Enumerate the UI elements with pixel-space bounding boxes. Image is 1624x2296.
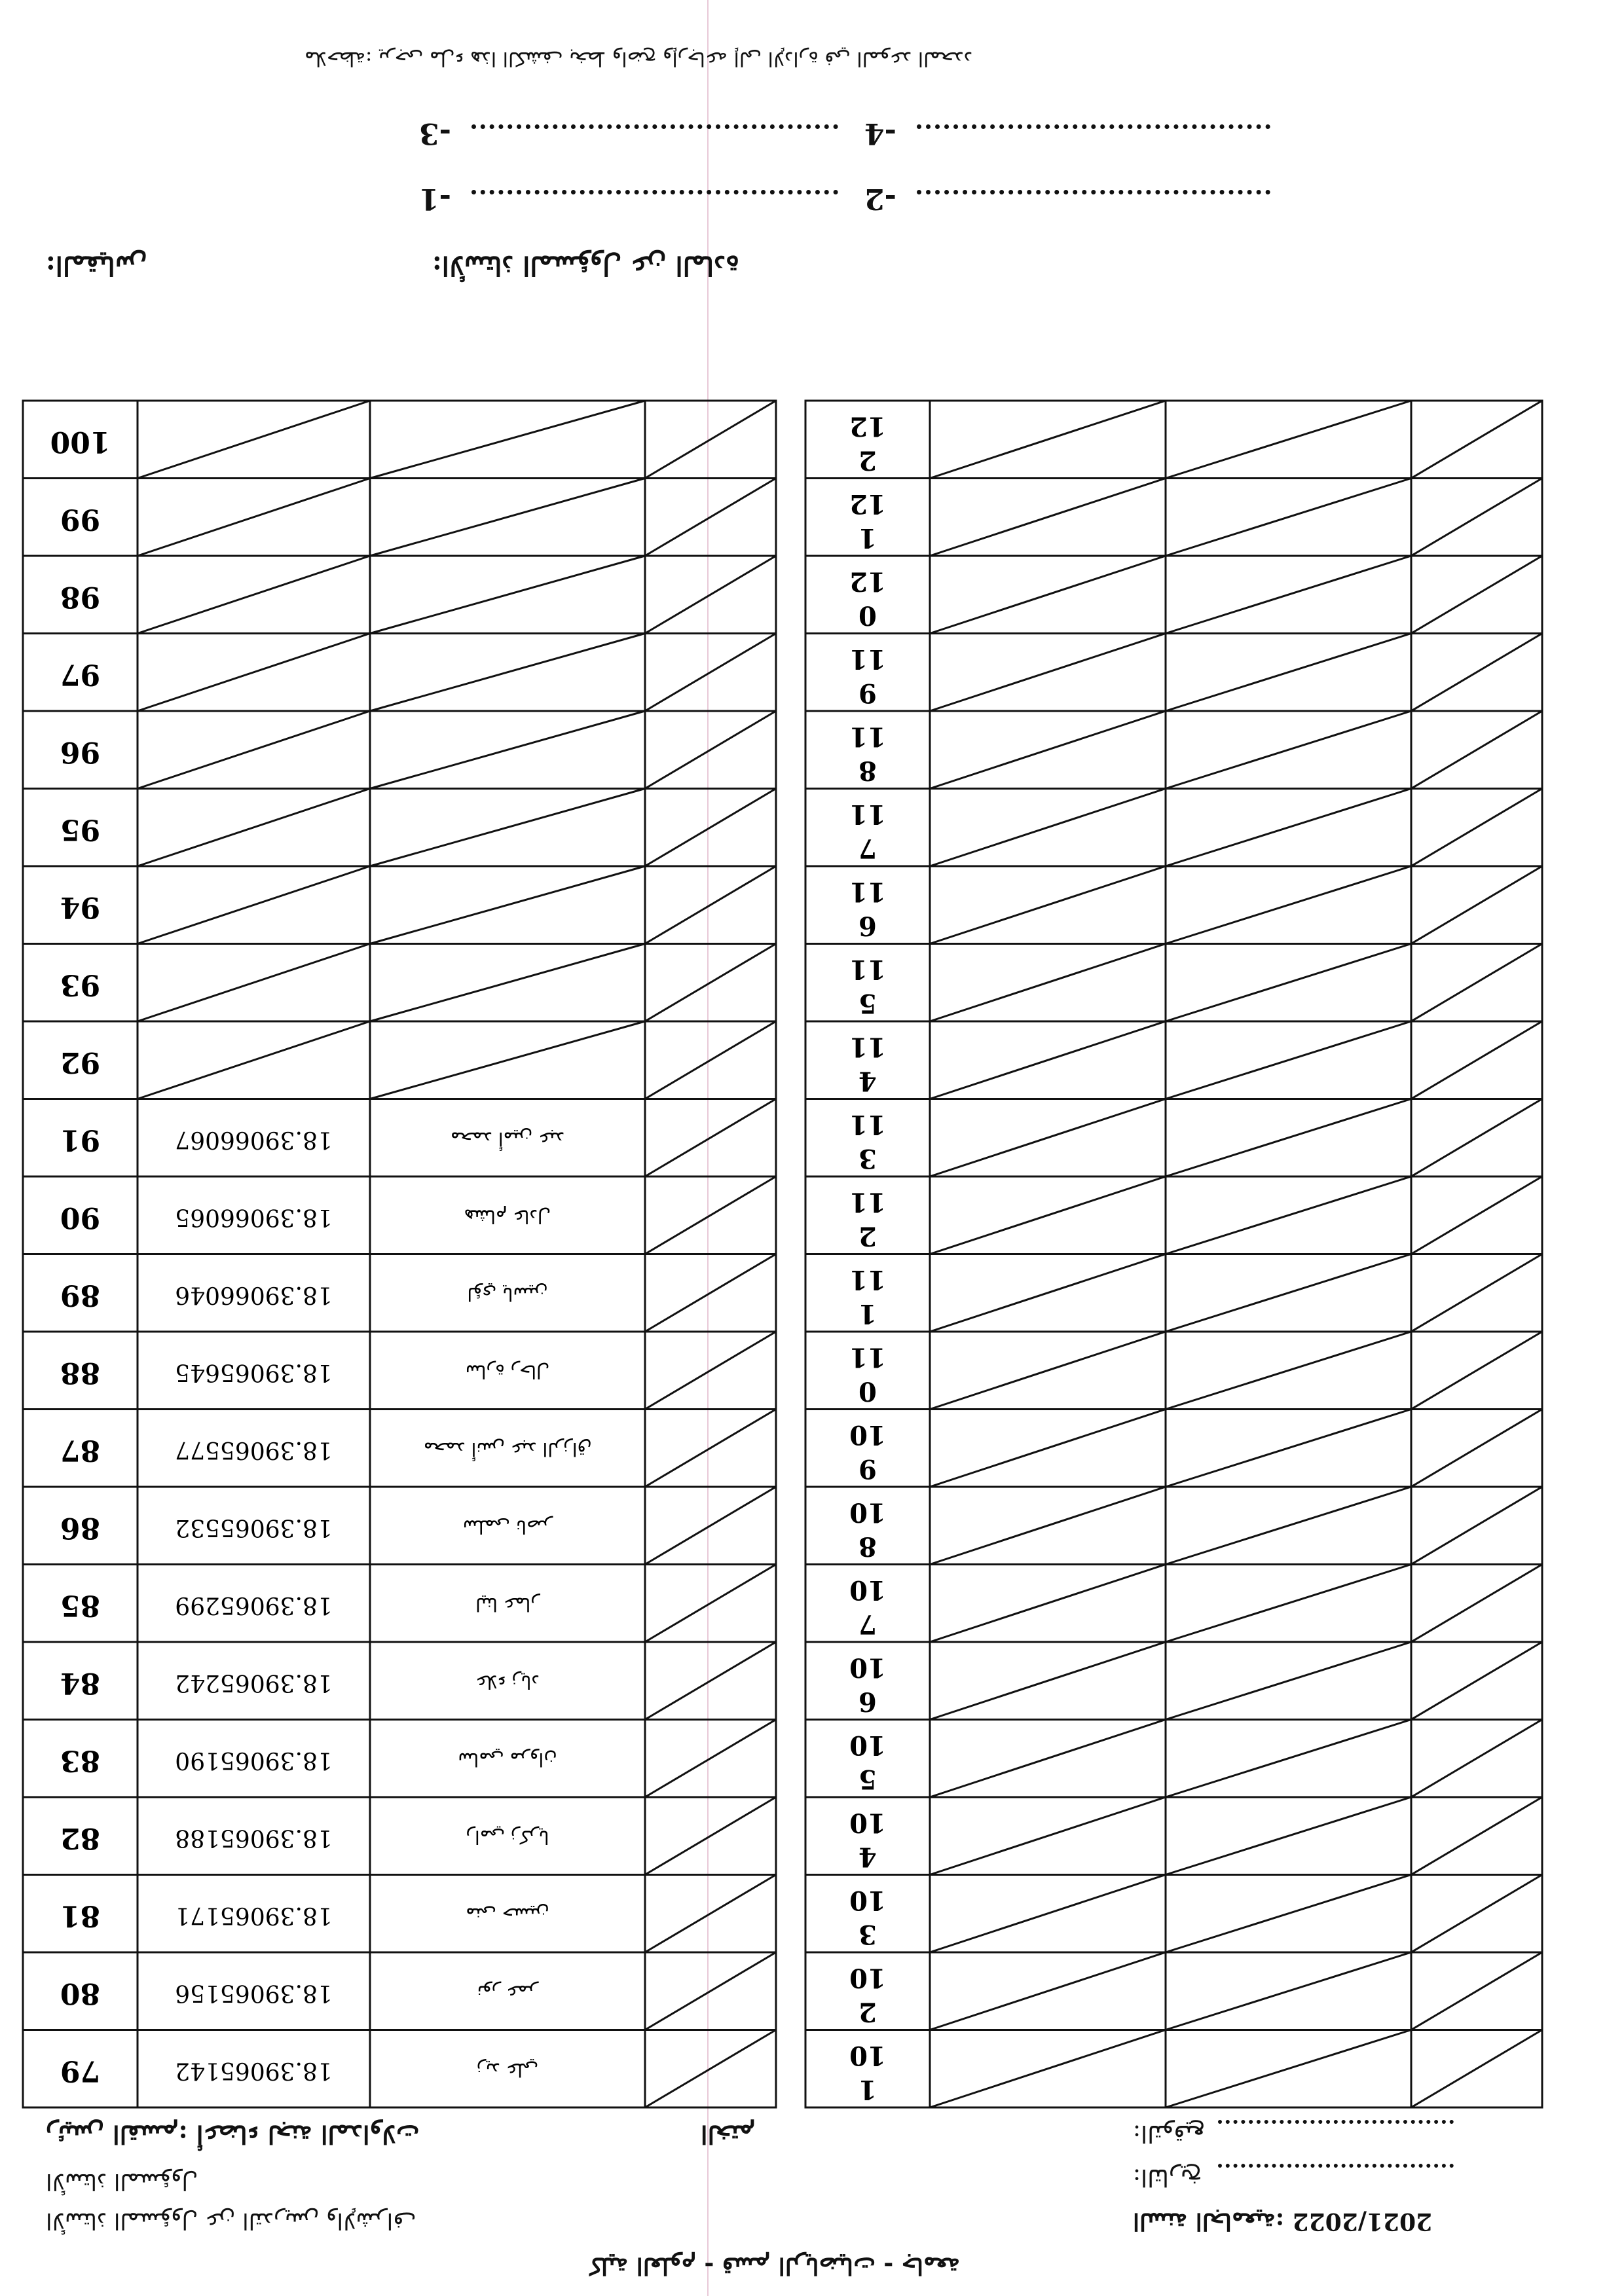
empty-row-strike [138, 634, 370, 712]
left-row-code: 8 [858, 755, 877, 786]
empty-row-strike [1411, 1797, 1542, 1875]
row-number-90: 90 [60, 1200, 101, 1234]
left-row-code: 3 [858, 1918, 877, 1950]
registration-number: 18.39065188 [175, 1824, 333, 1851]
empty-row-strike [1166, 2030, 1411, 2108]
row-number-95: 95 [60, 812, 101, 847]
empty-row-strike [1411, 1332, 1542, 1410]
row-number-100: 100 [50, 424, 111, 458]
grade-cell-strike [645, 1332, 776, 1410]
empty-row-strike [1411, 1565, 1542, 1643]
right-heading: الأستاذ المسؤول عن المادة: [432, 250, 739, 281]
footer-left-line1: التوقيع: [1133, 2120, 1205, 2147]
empty-row-strike [1411, 1487, 1542, 1565]
empty-row-strike [370, 711, 645, 789]
grade-cell-strike [645, 1021, 776, 1099]
empty-row-strike [1166, 1410, 1411, 1487]
left-row-code: 11 [849, 1031, 886, 1063]
empty-row-strike [1411, 634, 1542, 712]
empty-row-strike [1166, 789, 1411, 867]
grade-cell-strike [645, 944, 776, 1022]
empty-row-strike [138, 1021, 370, 1099]
empty-row-strike [1411, 866, 1542, 944]
left-row-code: 2 [858, 1996, 877, 2028]
empty-row-strike [370, 401, 645, 479]
empty-row-strike [138, 479, 370, 556]
left-row-code: 11 [849, 721, 886, 752]
left-row-code: 11 [849, 643, 886, 674]
grade-cell-strike [645, 711, 776, 789]
left-row-code: 2 [858, 445, 877, 476]
empty-row-strike [1411, 1176, 1542, 1254]
left-row-code: 10 [849, 1884, 886, 1916]
empty-row-strike [1411, 1099, 1542, 1177]
empty-row-strike [1166, 556, 1411, 634]
empty-row-strike [1411, 1952, 1542, 2030]
empty-row-strike [930, 401, 1166, 479]
left-row-code: 10 [849, 1652, 886, 1683]
left-row-code: 9 [858, 677, 877, 708]
empty-row-strike [1166, 401, 1411, 479]
student-name: محمد أمين عبد [450, 1127, 565, 1150]
empty-row-strike [1166, 1875, 1411, 1953]
registration-number: 18.39065142 [175, 2056, 333, 2084]
student-name: محمد أنس عبد الرزاق [423, 1438, 592, 1460]
row-number-88: 88 [60, 1355, 101, 1389]
empty-row-strike [138, 944, 370, 1022]
member-4-label: -4 [864, 117, 896, 150]
row-number-86: 86 [60, 1510, 101, 1544]
empty-row-strike [1166, 1487, 1411, 1565]
empty-row-strike [1411, 1875, 1542, 1953]
row-number-89: 89 [60, 1278, 101, 1312]
student-name: رامي زكريا [466, 1826, 549, 1848]
empty-row-strike [1166, 1797, 1411, 1875]
left-row-code: 5 [858, 1763, 877, 1795]
grade-cell-strike [645, 401, 776, 479]
row-number-84: 84 [60, 1666, 101, 1700]
empty-row-strike [1411, 401, 1542, 479]
registration-number: 18.39066065 [175, 1203, 333, 1231]
footer-right-line1: رئيس القسم: أعضاء لجنة المداولات [46, 2120, 420, 2149]
left-row-code: 10 [849, 1419, 886, 1450]
empty-row-strike [930, 1254, 1166, 1332]
empty-row-strike [1166, 1642, 1411, 1720]
empty-row-strike [1166, 1565, 1411, 1643]
member-2-label: -2 [864, 182, 896, 215]
empty-row-strike [1411, 1642, 1542, 1720]
empty-row-strike [1411, 1410, 1542, 1487]
grade-cell-strike [645, 1565, 776, 1643]
student-name: سارة رحال [465, 1360, 550, 1383]
empty-row-strike [370, 479, 645, 556]
empty-row-strike [370, 789, 645, 867]
student-name: سلمى ناصر [462, 1516, 553, 1538]
empty-row-strike [930, 479, 1166, 556]
left-row-code: 1 [858, 1298, 877, 1329]
grade-cell-strike [645, 1410, 776, 1487]
grade-cell-strike [645, 1720, 776, 1798]
empty-row-strike [930, 634, 1166, 712]
empty-row-strike [1166, 1021, 1411, 1099]
footer-right-line2: الأستاذ المسؤول [46, 2168, 198, 2195]
student-name: نور عمر [477, 1981, 538, 2003]
left-row-code: 6 [858, 910, 877, 941]
row-number-94: 94 [60, 890, 101, 924]
footer-right-line3: الأستاذ المسؤول عن التدريس والإشراف [46, 2208, 416, 2234]
empty-row-strike [1166, 866, 1411, 944]
empty-row-strike [930, 1021, 1166, 1099]
left-row-code: 11 [849, 1341, 886, 1373]
grade-cell-strike [645, 1254, 776, 1332]
student-name: زيد علي [476, 2058, 539, 2081]
date-line [1218, 2164, 1454, 2168]
empty-row-strike [370, 1021, 645, 1099]
empty-row-strike [1166, 944, 1411, 1022]
left-row-code: 4 [858, 1065, 877, 1097]
row-number-93: 93 [60, 968, 101, 1002]
empty-row-strike [370, 944, 645, 1022]
left-row-code: 0 [858, 1376, 877, 1407]
empty-row-strike [1411, 789, 1542, 867]
header-instruction: ملاحظة: يرجى ملء هذا الكشف بخط واضح وإرجاعه إلى الإدارة في الموعد المحدد [304, 47, 973, 70]
empty-row-strike [370, 556, 645, 634]
grade-cell-strike [645, 1875, 776, 1953]
grade-cell-strike [645, 479, 776, 556]
left-row-code: 11 [849, 798, 886, 829]
academic-year: السنة الجامعية: 2021/2022 [1133, 2208, 1433, 2235]
empty-row-strike [930, 1565, 1166, 1643]
empty-row-strike [930, 1176, 1166, 1254]
empty-row-strike [138, 401, 370, 479]
row-number-97: 97 [60, 657, 101, 691]
empty-row-strike [1166, 1720, 1411, 1798]
registration-number: 18.39065645 [175, 1358, 333, 1386]
row-number-87: 87 [60, 1433, 101, 1467]
grade-cell-strike [645, 1487, 776, 1565]
empty-row-strike [138, 556, 370, 634]
left-row-code: 1 [858, 2073, 877, 2105]
member-1-label: -1 [419, 182, 451, 215]
row-number-81: 81 [60, 1899, 101, 1933]
empty-row-strike [930, 1099, 1166, 1177]
row-number-96: 96 [60, 735, 101, 769]
empty-row-strike [930, 1797, 1166, 1875]
left-row-code: 2 [858, 1220, 877, 1252]
empty-row-strike [930, 1487, 1166, 1565]
registration-number: 18.39065532 [175, 1514, 333, 1541]
empty-row-strike [1411, 1720, 1542, 1798]
registration-number: 18.39066046 [175, 1281, 333, 1308]
grade-cell-strike [645, 866, 776, 944]
grade-cell-strike [645, 634, 776, 712]
left-row-code: 9 [858, 1453, 877, 1484]
left-row-code: 11 [849, 1186, 886, 1218]
empty-row-strike [930, 1952, 1166, 2030]
left-row-code: 11 [849, 876, 886, 907]
row-number-83: 83 [60, 1743, 101, 1777]
empty-row-strike [930, 1720, 1166, 1798]
left-row-code: 6 [858, 1686, 877, 1717]
left-row-code: 10 [849, 1807, 886, 1838]
empty-row-strike [138, 789, 370, 867]
empty-row-strike [1166, 634, 1411, 712]
row-number-79: 79 [60, 2054, 101, 2088]
empty-row-strike [1411, 1254, 1542, 1332]
student-name: لؤي ياسين [467, 1283, 548, 1305]
left-row-code: 7 [858, 1608, 877, 1639]
registration-number: 18.39065171 [175, 1901, 333, 1929]
student-name: سامي مروان [458, 1748, 557, 1770]
signature-line [1218, 2120, 1454, 2124]
left-row-code: 10 [849, 1962, 886, 1994]
left-row-code: 11 [849, 953, 886, 985]
row-number-80: 80 [60, 1976, 101, 2010]
grade-cell-strike [645, 1642, 776, 1720]
registration-number: 18.39066067 [175, 1125, 333, 1153]
empty-row-strike [1166, 479, 1411, 556]
empty-row-strike [1166, 711, 1411, 789]
registration-number: 18.39065156 [175, 1979, 333, 2007]
empty-row-strike [930, 1410, 1166, 1487]
left-row-code: 10 [849, 2039, 886, 2071]
empty-row-strike [1411, 711, 1542, 789]
member-3-label: -3 [419, 117, 451, 150]
empty-row-strike [930, 944, 1166, 1022]
left-heading: المقياس: [46, 250, 147, 281]
empty-row-strike [1411, 479, 1542, 556]
stamp-label: الختم [701, 2120, 756, 2149]
footer-left-line2: التاريخ: [1133, 2164, 1202, 2191]
left-row-code: 12 [849, 488, 886, 519]
empty-row-strike [1166, 1332, 1411, 1410]
empty-row-strike [930, 2030, 1166, 2108]
empty-row-strike [1411, 556, 1542, 634]
left-row-code: 10 [849, 1729, 886, 1760]
empty-row-strike [1411, 2030, 1542, 2108]
row-number-92: 92 [60, 1045, 101, 1079]
footer-bottom-center: كلية العلوم - قسم الرياضيات - جامعة [589, 2252, 961, 2280]
empty-row-strike [930, 1875, 1166, 1953]
registration-number: 18.39065299 [175, 1591, 333, 1618]
empty-row-strike [930, 1332, 1166, 1410]
empty-row-strike [138, 866, 370, 944]
left-row-code: 12 [849, 566, 886, 597]
empty-row-strike [1166, 1254, 1411, 1332]
empty-row-strike [138, 711, 370, 789]
empty-row-strike [930, 556, 1166, 634]
left-row-code: 7 [858, 832, 877, 864]
left-row-code: 4 [858, 1841, 877, 1872]
row-number-99: 99 [60, 502, 101, 536]
empty-row-strike [930, 789, 1166, 867]
row-number-82: 82 [60, 1821, 101, 1855]
empty-row-strike [1411, 944, 1542, 1022]
left-row-code: 0 [858, 600, 877, 631]
registration-number: 18.39065577 [175, 1436, 333, 1463]
empty-row-strike [1166, 1952, 1411, 2030]
empty-row-strike [370, 866, 645, 944]
left-row-code: 10 [849, 1497, 886, 1528]
empty-row-strike [1166, 1099, 1411, 1177]
student-name: هشام عادل [464, 1205, 551, 1228]
empty-row-strike [1166, 1176, 1411, 1254]
row-number-98: 98 [60, 579, 101, 613]
row-number-91: 91 [60, 1123, 101, 1157]
left-row-code: 11 [849, 1108, 886, 1140]
empty-row-strike [1411, 1021, 1542, 1099]
grade-cell-strike [645, 1099, 776, 1177]
grade-cell-strike [645, 1176, 776, 1254]
grade-cell-strike [645, 789, 776, 867]
left-row-code: 10 [849, 1574, 886, 1605]
grade-cell-strike [645, 556, 776, 634]
empty-row-strike [930, 866, 1166, 944]
registration-number: 18.39065242 [175, 1669, 333, 1696]
empty-row-strike [930, 1642, 1166, 1720]
student-name: لينا عمار [475, 1593, 540, 1615]
left-row-code: 8 [858, 1531, 877, 1562]
empty-row-strike [370, 634, 645, 712]
student-name: علاء زياد [475, 1671, 540, 1693]
left-row-code: 5 [858, 987, 877, 1019]
left-row-code: 11 [849, 1264, 886, 1295]
grade-cell-strike [645, 1952, 776, 2030]
grade-cell-strike [645, 1797, 776, 1875]
row-number-85: 85 [60, 1588, 101, 1622]
left-row-code: 12 [849, 410, 886, 442]
student-name: منى حسين [466, 1903, 549, 1925]
grade-cell-strike [645, 2030, 776, 2108]
left-row-code: 3 [858, 1142, 877, 1174]
empty-row-strike [930, 711, 1166, 789]
left-row-code: 1 [858, 522, 877, 553]
registration-number: 18.39065190 [175, 1746, 333, 1774]
